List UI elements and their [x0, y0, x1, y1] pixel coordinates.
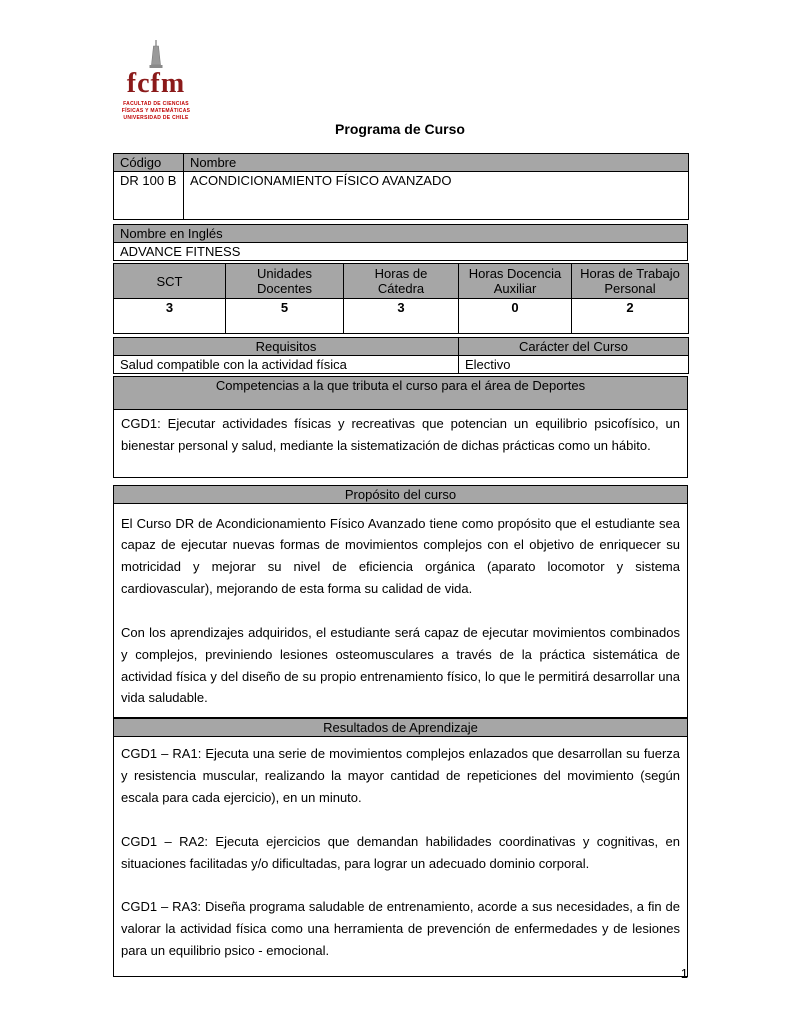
resultados-table — [113, 718, 688, 977]
horas-catedra-header-cell: Horas de Cátedra — [344, 264, 459, 299]
logo-subtitle-line: FÍSICAS Y MATEMÁTICAS — [121, 107, 191, 114]
unidades-docentes-header-cell: Unidades Docentes — [226, 264, 344, 299]
nombre-ingles-value-cell: ADVANCE FITNESS — [114, 243, 688, 261]
caracter-value-cell: Electivo — [459, 356, 689, 374]
competencias-header-cell: Competencias a la que tributa el curso para el área de Deportes — [114, 377, 688, 410]
caracter-header-cell: Carácter del Curso — [459, 338, 689, 356]
tower-icon — [145, 40, 167, 70]
horas-docencia-auxiliar-header-cell: Horas Docencia Auxiliar — [459, 264, 572, 299]
resultado-paragraph: CGD1 – RA2: Ejecuta ejercicios que demandan habilidades coordinativas y cognitivas, en situaciones facilitadas y/o dificultadas, para lograr un adecuado dominio corporal. — [121, 833, 680, 871]
requisitos-header-cell: Requisitos — [114, 338, 459, 356]
nombre-header-cell: Nombre — [184, 154, 689, 172]
requirements-table — [113, 337, 689, 374]
proposito-header-cell: Propósito del curso — [114, 485, 688, 503]
proposito-table — [113, 485, 688, 719]
page-number: 1 — [680, 966, 688, 981]
logo-subtitle — [100, 101, 212, 121]
horas-docencia-auxiliar-value-cell: 0 — [459, 299, 572, 334]
logo-wordmark: fcfm — [126, 68, 186, 99]
proposito-text-cell — [114, 503, 688, 718]
page-title: Programa de Curso — [335, 121, 465, 137]
codigo-header-cell: Código — [114, 154, 184, 172]
course-program-content — [113, 153, 688, 977]
sct-value-cell: 3 — [114, 299, 226, 334]
horas-trabajo-personal-header-cell: Horas de Trabajo Personal — [572, 264, 689, 299]
logo-subtitle-line: UNIVERSIDAD DE CHILE — [123, 114, 189, 121]
proposito-paragraph: El Curso DR de Acondicionamiento Físico Avanzado tiene como propósito que el estudiante sea capaz de ejecutar nuevas formas de movimientos complejos con el objetivo de enriquecer su motricidad y mejorar su nivel de eficiencia orgánica (aparato locomotor y sistema cardiovascular), mejorando de esta forma su calidad de vida. — [121, 515, 680, 597]
nombre-value-cell: ACONDICIONAMIENTO FÍSICO AVANZADO — [184, 172, 689, 220]
resultados-header-cell: Resultados de Aprendizaje — [114, 719, 688, 737]
code-name-table — [113, 153, 689, 220]
english-name-table — [113, 224, 688, 261]
logo-subtitle-line: FACULTAD DE CIENCIAS — [123, 101, 189, 107]
horas-catedra-value-cell: 3 — [344, 299, 459, 334]
competencias-text-cell: CGD1: Ejecutar actividades físicas y recreativas que potencian un equilibrio psicofísico, un bienestar personal y salud, mediante la sistematización de dichas prácticas como un hábito. — [114, 410, 688, 478]
fcfm-logo — [100, 40, 212, 121]
codigo-value-cell: DR 100 B — [114, 172, 184, 220]
requisitos-value-cell: Salud compatible con la actividad física — [114, 356, 459, 374]
resultados-text-cell — [114, 737, 688, 977]
competencias-table — [113, 376, 688, 478]
sct-header-cell: SCT — [114, 264, 226, 299]
resultado-paragraph: CGD1 – RA1: Ejecuta una serie de movimientos complejos enlazados que desarrollan su fuerza y resistencia muscular, realizando la mayor cantidad de repeticiones del movimiento (según escala para cada ejercicio), en un minuto. — [121, 746, 680, 805]
unidades-docentes-value-cell: 5 — [226, 299, 344, 334]
proposito-paragraph: Con los aprendizajes adquiridos, el estudiante será capaz de ejecutar movimientos combinados y complejos, previniendo lesiones osteomusculares a través de la práctica sistemática de actividad física y del diseño de su propio entrenamiento físico, lo que le permitirá desarrollar una vida saludable. — [121, 624, 680, 706]
hours-table — [113, 263, 689, 334]
horas-trabajo-personal-value-cell: 2 — [572, 299, 689, 334]
nombre-ingles-header-cell: Nombre en Inglés — [114, 225, 688, 243]
resultado-paragraph: CGD1 – RA3: Diseña programa saludable de entrenamiento, acorde a sus necesidades, a fin de valorar la actividad física como una herramienta de prevención de enfermedades y de lesiones para un equilibrio psico - emocional. — [121, 899, 680, 959]
